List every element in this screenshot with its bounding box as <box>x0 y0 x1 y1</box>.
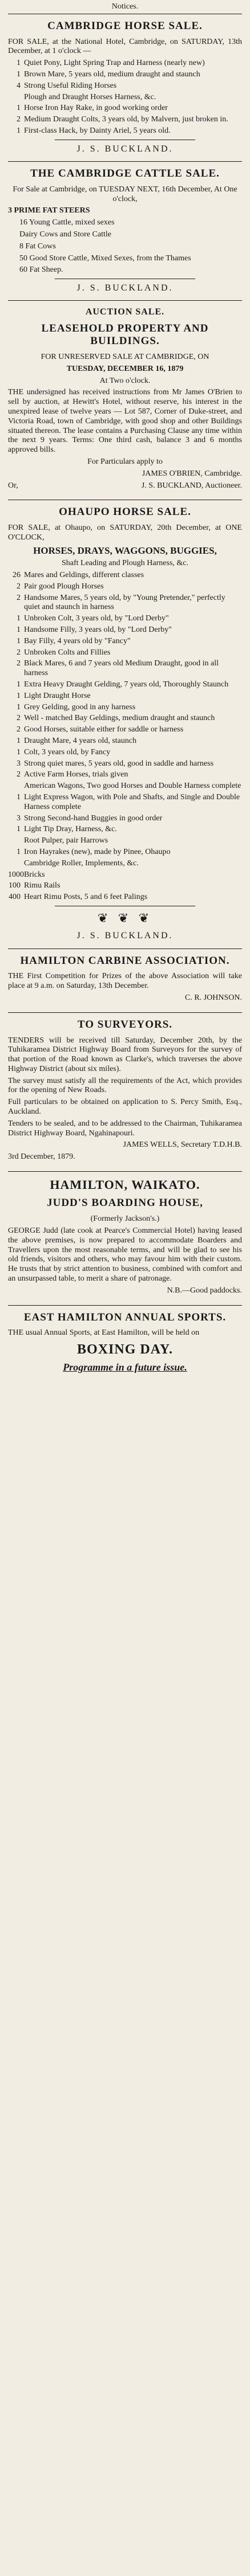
lot-text: Handsome Filly, 3 years old, by "Lord Derby" <box>24 625 172 635</box>
ad-body: Full particulars to be obtained on application to S. Percy Smith, Esq., Auckland. <box>8 1098 242 1117</box>
lot-text: Active Farm Horses, trials given <box>24 770 128 779</box>
ad-intro: FOR SALE, at Ohaupo, on SATURDAY, 20th December, at ONE O'CLOCK, <box>8 524 242 542</box>
lot-qty: 1 <box>17 847 21 856</box>
lot-qty <box>8 836 24 846</box>
lot-qty: 1 <box>17 691 21 700</box>
ad-body: THE usual Annual Sports, at East Hamilton, will be held on <box>8 1328 200 1338</box>
lot-item <box>8 836 242 846</box>
lot-text: Brown Mare, 5 years old, medium draught and staunch <box>24 69 200 79</box>
contact-buckland: J. S. BUCKLAND, Auctioneer. <box>141 481 242 490</box>
lot-item <box>8 637 242 647</box>
lot-text: First-class Hack, by Dainty Ariel, 5 years old. <box>24 126 171 135</box>
ad-subtitle: LEASEHOLD PROPERTY AND BUILDINGS. <box>41 322 209 347</box>
lot-qty: 1 <box>17 69 21 79</box>
lot-item <box>8 692 242 701</box>
lot-qty: 1 <box>17 625 21 635</box>
auctioneer-signature: J. S. BUCKLAND. <box>76 283 174 293</box>
ad-signature: C. R. JOHNSON. <box>185 993 242 1002</box>
lot-item <box>8 625 242 635</box>
ad-cambridge-horse-sale <box>8 14 242 162</box>
ad-title: THE CAMBRIDGE CATTLE SALE. <box>30 167 220 179</box>
lot-text: Mares and Geldings, different classes <box>24 571 144 580</box>
ad-subtitle: JUDD'S BOARDING HOUSE, <box>47 1197 203 1209</box>
lot-text: Heart Rimu Posts, 5 and 6 feet Palings <box>24 893 148 902</box>
lot-text: Strong quiet mares, 5 years old, good in saddle and harness <box>24 759 214 768</box>
ad-cambridge-cattle-sale <box>8 162 242 301</box>
lot-line: 8 Fat Cows <box>19 242 56 251</box>
lot-item <box>8 115 242 125</box>
lot-text: Quiet Pony, Light Spring Trap and Harness (nearly new) <box>24 59 205 68</box>
ad-to-surveyors <box>8 1013 242 1172</box>
lot-text: Light Tip Dray, Harness, &c. <box>24 825 117 834</box>
lot-qty <box>8 859 24 869</box>
ornament: ❦ ❦ ❦ <box>97 910 153 925</box>
lot-text: Bricks <box>24 870 45 879</box>
lot-text: Medium Draught Colts, 3 years old, by Malvern, just broken in. <box>24 115 228 124</box>
lot-qty: 1 <box>17 792 21 802</box>
lot-text: American Wagons, Two good Horses and Double Harness complete <box>24 782 241 791</box>
lot-item <box>8 93 242 103</box>
ad-body: The survey must satisfy all the requirements of the Act, which provides for the opening of New Roads. <box>8 1076 242 1095</box>
program-note: Programme in a future issue. <box>63 1361 187 1373</box>
lot-item <box>8 70 242 80</box>
lot-item <box>8 870 242 880</box>
lot-qty: 1 <box>17 736 21 745</box>
lot-text: Iron Hayrakes (new), made by Pinee, Ohaupo <box>24 847 171 856</box>
lot-item <box>8 848 242 857</box>
lot-list <box>8 571 242 902</box>
lot-item <box>8 893 242 902</box>
sale-date: TUESDAY, DECEMBER 16, 1879 <box>66 364 184 373</box>
lot-qty <box>8 782 24 791</box>
ad-body: TENDERS will be received till Saturday, December 20th, by the Tuhikaramea District Highway Board from Surveyors for the survey of that portion of the Road known as Clarke's, which traverses the above Highway District (about six miles). <box>8 1036 242 1073</box>
particulars-label: For Particulars apply to <box>87 457 163 467</box>
lot-item <box>8 659 242 678</box>
lot-item <box>8 59 242 68</box>
nb-note: N.B.—Good paddocks. <box>167 1286 242 1295</box>
lot-qty: 2 <box>17 582 21 591</box>
lot-line: Dairy Cows and Store Cattle <box>19 230 111 239</box>
lot-qty: 1 <box>17 680 21 689</box>
lot-qty: 2 <box>17 115 21 124</box>
lot-lines <box>19 218 242 275</box>
lot-qty: 2 <box>17 659 21 668</box>
or-label: Or, <box>8 481 18 490</box>
lot-item <box>8 814 242 824</box>
lot-line: 60 Fat Sheep. <box>19 265 63 275</box>
lot-qty: 1000 <box>8 870 24 879</box>
ad-title: HAMILTON, WAIKATO. <box>50 1177 200 1192</box>
ad-title: TO SURVEYORS. <box>77 1018 173 1031</box>
lot-list <box>8 59 242 136</box>
contact-or <box>8 481 242 491</box>
lot-qty: 3 <box>17 813 21 823</box>
lot-qty: 2 <box>17 714 21 723</box>
sale-terms: FOR UNRESERVED SALE AT CAMBRIDGE, ON <box>41 353 209 362</box>
lot-qty: 400 <box>9 893 21 902</box>
lot-text: Bay Filly, 4 years old by "Fancy" <box>24 636 131 645</box>
lot-item <box>8 614 242 624</box>
auctioneer-signature: J. S. BUCKLAND. <box>76 144 174 154</box>
lot-qty: 2 <box>17 770 21 779</box>
ad-hamilton-carbine <box>8 949 242 1013</box>
lot-qty: 1 <box>17 59 21 68</box>
lot-text: Pair good Plough Horses <box>24 582 104 591</box>
lot-qty: 100 <box>9 881 21 890</box>
lot-text: Extra Heavy Draught Gelding, 7 years old, Thoroughly Staunch <box>24 680 229 689</box>
lot-item <box>8 782 242 791</box>
ad-heading: HORSES, DRAYS, WAGGONS, BUGGIES, <box>33 545 217 556</box>
lead-lot: 3 PRIME FAT STEERS <box>8 206 90 215</box>
lot-item <box>8 571 242 580</box>
lot-text: Good Horses, suitable either for saddle or harness <box>24 725 184 734</box>
lot-qty: 1 <box>17 126 21 135</box>
ad-judds-boarding-house <box>8 1172 242 1306</box>
lot-text: Unbroken Colts and Fillies <box>24 648 111 657</box>
ad-east-hamilton-sports <box>8 1306 242 1381</box>
lot-item <box>8 714 242 723</box>
lot-item <box>8 725 242 735</box>
lot-item <box>8 793 242 812</box>
lot-qty: 1 <box>17 747 21 757</box>
ad-body: THE undersigned has received instructions from Mr James O'Brien to sell by auction, at Hewitt's Hotel, without reserve, his interest in the unexpired lease of twelve years — Lot 587, Corner of Duke-street, and Victoria Road, town of Cambridge, with good shop and other Buildings situated thereon. The lease contains a Purchasing Clause any time within the next 9 years. Terms: One third cash, balance 3 and 6 months approved bills. <box>8 388 242 455</box>
ad-title: HAMILTON CARBINE ASSOCIATION. <box>20 954 230 967</box>
lot-item <box>8 81 242 91</box>
ad-body: Tenders to be sealed, and to be addressed to the Chairman, Tuhikaramea District Highway Board, Ngahinapouri. <box>8 1119 242 1138</box>
lot-text: Black Mares, 6 and 7 years old Medium Draught, good in all harness <box>24 659 219 678</box>
ad-intro: For Sale at Cambridge, on TUESDAY NEXT, 16th December, At One o'clock, <box>13 185 237 203</box>
ad-title: CAMBRIDGE HORSE SALE. <box>47 19 203 32</box>
event-day: BOXING DAY. <box>77 1342 173 1357</box>
lot-text: Handsome Mares, 5 years old, by "Young Pretender," perfectly quiet and staunch in harness <box>24 593 225 612</box>
section-header: Notices. <box>8 0 242 14</box>
lot-item <box>8 104 242 113</box>
ad-body: THE First Competition for Prizes of the above Association will take place at 9 a.m. on Saturday, 13th December. <box>8 972 242 991</box>
lot-qty: 2 <box>17 725 21 734</box>
sale-time: At Two o'clock. <box>99 376 151 385</box>
lot-item <box>8 582 242 592</box>
ad-signature: JAMES WELLS, Secretary T.D.H.B. <box>123 1140 242 1150</box>
lot-qty <box>8 93 24 103</box>
lot-text: Horse Iron Hay Rake, in good working order <box>24 104 168 113</box>
lot-text: Rimu Rails <box>24 881 61 890</box>
lot-text: Strong Useful Riding Horses <box>24 81 117 90</box>
lot-text: Well - matched Bay Geldings, medium draught and staunch <box>24 714 215 723</box>
lot-qty: 3 <box>17 759 21 768</box>
ad-ohaupo-horse-sale <box>8 500 242 948</box>
lot-qty: 1 <box>17 825 21 834</box>
lot-line: 50 Good Store Cattle, Mixed Sexes, from the Thames <box>19 253 191 263</box>
ad-title: AUCTION SALE. <box>85 307 165 317</box>
ad-title: OHAUPO HORSE SALE. <box>59 506 191 518</box>
lot-line: 16 Young Cattle, mixed sexes <box>19 218 115 227</box>
lot-text: Draught Mare, 4 years old, staunch <box>24 736 137 745</box>
lot-item <box>8 770 242 780</box>
lot-item <box>8 859 242 869</box>
lot-qty: 1 <box>17 636 21 645</box>
lot-qty: 26 <box>13 571 21 580</box>
lot-qty: 4 <box>17 81 21 90</box>
lot-text: Root Pulper, pair Harrows <box>24 836 108 845</box>
ad-title: EAST HAMILTON ANNUAL SPORTS. <box>23 1311 227 1323</box>
lot-item <box>8 594 242 613</box>
formerly-note: (Formerly Jackson's.) <box>90 1215 160 1224</box>
ad-intro: FOR SALE, at the National Hotel, Cambridge, on SATURDAY, 13th December, at 1 o'clock — <box>8 37 242 56</box>
lot-text: Light Express Wagon, with Pole and Shafts, and Single and Double Harness complete <box>24 792 240 811</box>
lot-text: Grey Gelding, good in any harness <box>24 702 136 712</box>
auctioneer-signature: J. S. BUCKLAND. <box>76 931 174 941</box>
lot-text: Plough and Draught Horses Harness, &c. <box>24 92 156 101</box>
lot-qty: 1 <box>17 104 21 113</box>
lot-qty: 2 <box>17 648 21 657</box>
lot-item <box>8 759 242 769</box>
lot-text: Strong Second-hand Buggies in good order <box>24 813 163 823</box>
lot-item <box>8 648 242 658</box>
lot-item <box>8 680 242 690</box>
lot-qty: 2 <box>17 593 21 602</box>
lot-item <box>8 703 242 713</box>
lot-item <box>8 748 242 758</box>
lot-text: Unbroken Colt, 3 years old, by "Lord Derby" <box>24 614 169 623</box>
ad-date: 3rd December, 1879. <box>8 1152 75 1162</box>
lot-qty: 1 <box>17 702 21 712</box>
lot-text: Cambridge Roller, Implements, &c. <box>24 858 139 868</box>
ad-auction-sale <box>8 301 242 500</box>
ad-body: GEORGE Judd (late cook at Pearce's Commercial Hotel) having leased the above premises, is now prepared to accommodate Boarders and Travellers upon the most reasonable terms, and will be glad to see his old friends, visitors and others, who may favour him with their custom. He trusts that by strict attention to business, combined with comfort and an unsurpassed table, to merit a share of patronage. <box>8 1226 242 1283</box>
lot-qty: 1 <box>17 614 21 623</box>
lot-item <box>8 881 242 891</box>
lot-item <box>8 737 242 746</box>
lot-item <box>8 126 242 136</box>
lot-text: Light Draught Horse <box>24 691 91 700</box>
contact-obrien: JAMES O'BRIEN, Cambridge. <box>142 469 242 478</box>
ad-heading-2: Shaft Leading and Plough Harness, &c. <box>61 559 188 568</box>
lot-item <box>8 825 242 835</box>
lot-text: Colt, 3 years old, by Fancy <box>24 747 111 757</box>
